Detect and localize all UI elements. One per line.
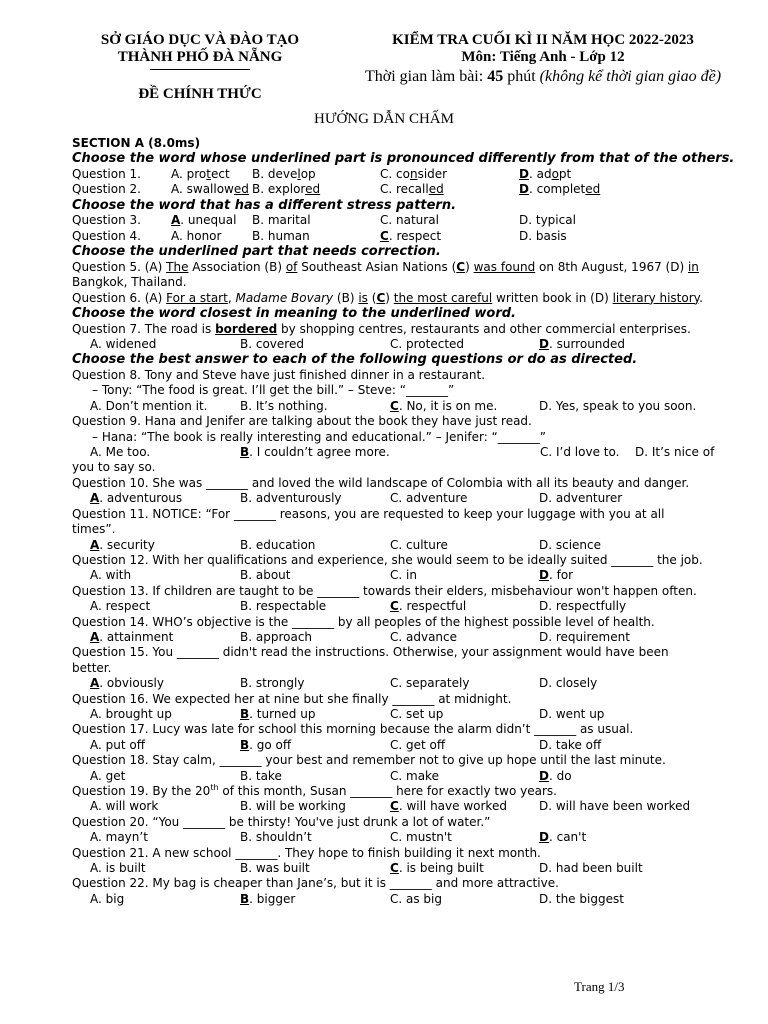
answer-key: D. can't	[539, 830, 587, 845]
page-number: Trang 1/3	[574, 979, 625, 994]
question-12: Question 12. With her qualifications and experience, she would seem to be ideally suited _______ the job.	[72, 552, 703, 567]
exam-header	[352, 32, 734, 85]
guide-title: HƯỚNG DẪN CHẤM	[314, 111, 454, 127]
question-17: Question 17. Lucy was late for school this morning because the alarm didn’t _______ as usual.	[72, 722, 634, 737]
question-11: Question 11. NOTICE: “For _______ reasons, you are requested to keep your luggage with you at all	[72, 506, 665, 521]
answer-key: A. security	[90, 537, 155, 552]
question-2: Question 2. A. swallowed B. explored C. recalled D. completed	[72, 182, 601, 197]
answer-key: D. surrounded	[539, 337, 626, 352]
answer-key: B. go off	[240, 737, 292, 752]
question-15-continued: better.	[72, 660, 112, 675]
answer-key: A. attainment	[90, 629, 174, 644]
section-a-content	[72, 136, 735, 907]
answer-key: D. adopt	[519, 167, 572, 181]
exam-time: Thời gian làm bài: 45 phút (không kể thời gian giao đề)	[364, 68, 722, 85]
question-16: Question 16. We expected her at nine but she finally _______ at midnight.	[72, 691, 512, 706]
question-1: Question 1. A. protect B. develop C. consider D. adopt	[72, 167, 572, 181]
question-7-options: A. widened B. covered C. protected D. surrounded	[90, 337, 626, 352]
answer-key: D. do	[539, 768, 572, 783]
answer-key: B. turned up	[240, 706, 316, 721]
answer-key: B. bigger	[240, 891, 296, 906]
question-9-dialogue: – Hana: “The book is really interesting and educational.” – Jenifer: “_______”	[92, 429, 546, 444]
question-6: Question 6. (A) For a start, Madame Bovary (B) is (C) the most careful written book in (D) literary history.	[72, 290, 703, 305]
answer-key: A. adventurous	[90, 491, 183, 506]
question-10: Question 10. She was _______ and loved the wild landscape of Colombia with all its beauty and danger.	[72, 475, 690, 490]
exam-title: KIỂM TRA CUỐI KÌ II NĂM HỌC 2022-2023	[392, 32, 694, 48]
question-14-options: A. attainment B. approach C. advance D. requirement	[90, 629, 630, 644]
question-20-options: A. mayn’t B. shouldn’t C. mustn't D. can't	[90, 830, 587, 845]
question-19-options: A. will work B. will be working C. will have worked D. will have been worked	[90, 799, 691, 814]
answer-key: C. No, it is on me.	[390, 398, 498, 413]
question-5-continued: Bangkok, Thailand.	[72, 275, 187, 290]
question-16-options: A. brought up B. turned up C. set up D. went up	[90, 706, 605, 721]
answer-key: A. unequal	[171, 213, 237, 228]
answer-key: C. is being built	[390, 861, 484, 876]
instruction-closest: Choose the word closest in meaning to the underlined word.	[72, 306, 516, 322]
question-8-dialogue: – Tony: “The food is great. I’ll get the bill.” – Steve: “_______”	[92, 383, 455, 398]
question-11-options: A. security B. education C. culture D. science	[90, 537, 602, 552]
department-header	[72, 32, 328, 103]
question-14: Question 14. WHO’s objective is the _______ by all peoples of the highest possible level of health.	[72, 614, 655, 629]
instruction-stress: Choose the word that has a different stress pattern.	[72, 197, 457, 213]
question-15: Question 15. You _______ didn't read the instructions. Otherwise, your assignment would have been	[72, 645, 669, 660]
answer-key: C. respectful	[390, 599, 467, 614]
question-21-options: A. is built B. was built C. is being built D. had been built	[90, 861, 643, 876]
city-name: THÀNH PHỐ ĐÀ NẴNG	[117, 49, 283, 65]
question-10-options: A. adventurous B. adventurously C. adventure D. adventurer	[90, 491, 623, 506]
question-9: Question 9. Hana and Jenifer are talking about the book they have just read.	[72, 414, 532, 429]
question-15-options: A. obviously B. strongly C. separately D. closely	[90, 676, 598, 691]
question-11-continued: times”.	[72, 522, 116, 537]
question-3: Question 3. A. unequal B. marital C. natural D. typical	[72, 213, 576, 228]
question-5: Question 5. (A) The Association (B) of Southeast Asian Nations (C) was found on 8th August, 1967 (D) in	[72, 259, 699, 274]
question-18-options: A. get B. take C. make D. do	[90, 768, 572, 783]
answer-key: A. obviously	[90, 676, 164, 691]
answer-key: D. for	[539, 568, 574, 583]
question-8-options: A. Don’t mention it. B. It’s nothing. C. No, it is on me. D. Yes, speak to you soon.	[90, 398, 697, 413]
question-20: Question 20. “You _______ be thirsty! You've just drunk a lot of water.”	[72, 814, 491, 829]
question-17-options: A. put off B. go off C. get off D. take off	[90, 737, 602, 752]
department-name: SỞ GIÁO DỤC VÀ ĐÀO TẠO	[100, 32, 300, 48]
question-22-options: A. big B. bigger C. as big D. the biggest	[90, 891, 624, 906]
answer-key: C. will have worked	[390, 799, 507, 814]
official-label: ĐỀ CHÍNH THỨC	[138, 86, 262, 102]
header-divider	[150, 69, 250, 70]
question-22: Question 22. My bag is cheaper than Jane’s, but it is _______ and more attractive.	[72, 876, 559, 891]
question-9-continued: you to say so.	[72, 460, 156, 475]
question-13: Question 13. If children are taught to be _______ towards their elders, misbehaviour won't happen often.	[72, 583, 697, 598]
exam-subject: Môn: Tiếng Anh - Lớp 12	[461, 49, 625, 65]
question-8: Question 8. Tony and Steve have just finished dinner in a restaurant.	[72, 368, 486, 383]
question-12-options: A. with B. about C. in D. for	[90, 568, 574, 583]
instruction-error: Choose the underlined part that needs correction.	[72, 244, 441, 260]
instruction-pronunciation: Choose the word whose underlined part is pronounced differently from that of the others.	[72, 151, 735, 167]
answer-key: D. completed	[519, 182, 601, 197]
question-4: Question 4. A. honor B. human C. respect D. basis	[72, 228, 567, 243]
answer-key: C. respect	[380, 228, 442, 243]
section-a-heading: SECTION A (8.0ms)	[72, 136, 201, 150]
question-18: Question 18. Stay calm, _______ your best and remember not to give up hope until the last minute.	[72, 753, 666, 768]
answer-key: B. I couldn’t agree more.	[240, 445, 390, 460]
question-19: Question 19. By the 20th of this month, Susan _______ here for exactly two years.	[72, 783, 557, 798]
question-9-options: A. Me too. B. I couldn’t agree more. C. I’d love to. D. It’s nice of	[90, 445, 715, 460]
instruction-best-answer: Choose the best answer to each of the following questions or do as directed.	[72, 352, 638, 368]
question-21: Question 21. A new school _______. They hope to finish building it next month.	[72, 845, 541, 860]
question-13-options: A. respect B. respectable C. respectful D. respectfully	[90, 599, 627, 614]
question-7: Question 7. The road is bordered by shopping centres, restaurants and other commercial enterprises.	[72, 321, 691, 336]
